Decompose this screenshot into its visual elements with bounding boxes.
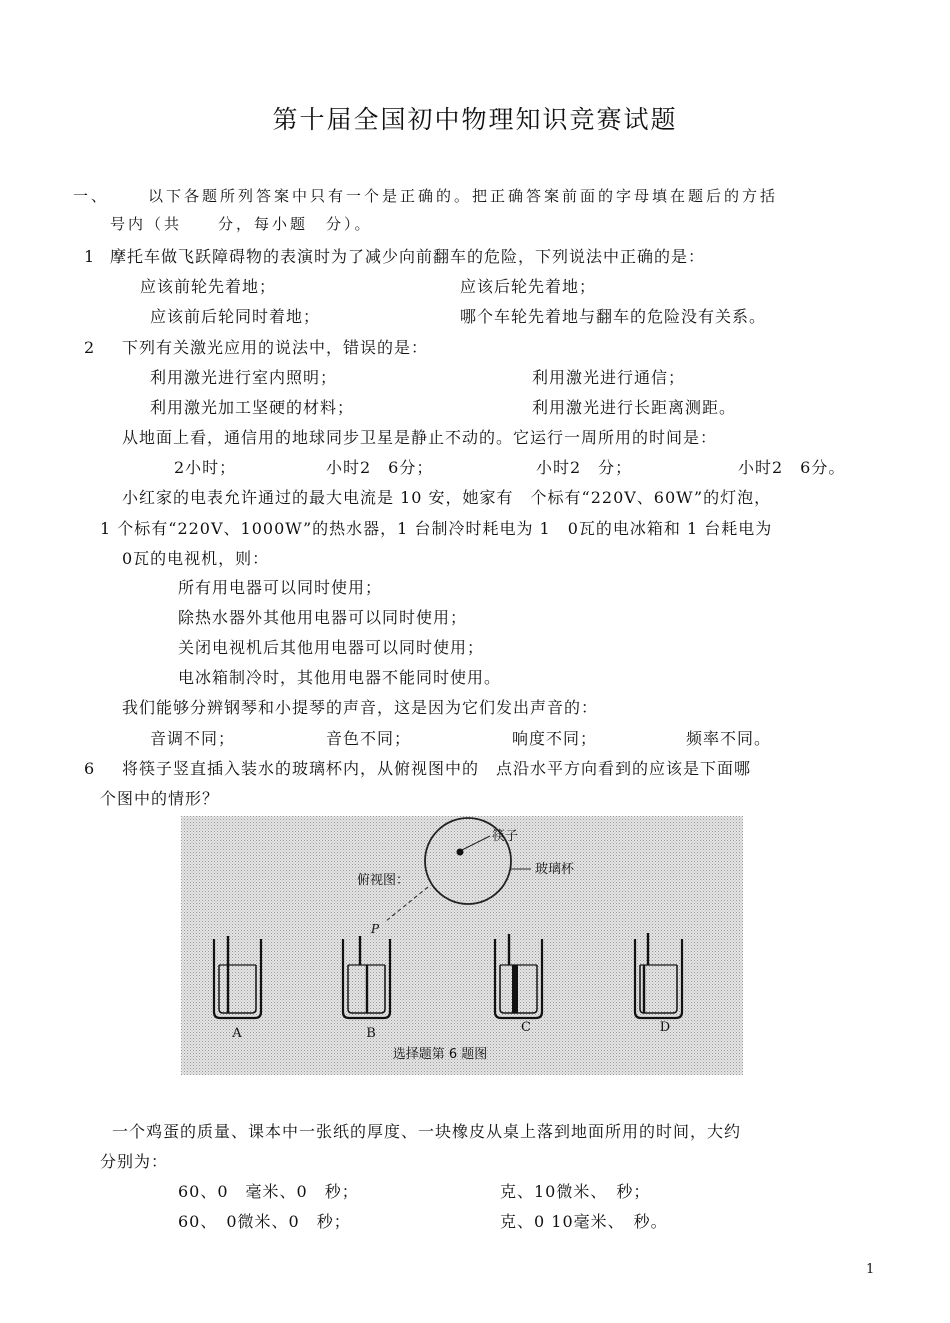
q4-option: 除热水器外其他用电器可以同时使用； [178,608,468,627]
figure-caption: 选择题第 6 题图 [392,1047,488,1062]
q7-line: 一个鸡蛋的质量、课本中一张纸的厚度、一块橡皮从桌上落到地面所用的时间，大约 [112,1122,742,1141]
q7-option: 60、 0微米、0 秒； [178,1212,351,1231]
q3-option: 小时2 6分。 [738,458,846,477]
q5-stem: 我们能够分辨钢琴和小提琴的声音，这是因为它们发出声音的： [122,698,599,717]
q4-line: 0瓦的电视机，则： [122,549,270,568]
q7-option: 60、0 毫米、0 秒； [178,1182,359,1201]
q3-option: 小时2 6分； [326,458,434,477]
q2-option: 利用激光进行室内照明； [150,368,338,387]
section-heading-line1: 以下各题所列答案中只有一个是正确的。把正确答案前面的字母填在题后的方括 [148,187,779,205]
q7-option: 克、10微米、 秒； [500,1182,651,1201]
q3-option: 小时2 分； [536,458,633,477]
option-b-label: B [366,1026,376,1041]
q2-option: 利用激光进行通信； [532,368,686,387]
q4-option: 电冰箱制冷时，其他用电器不能同时使用。 [178,668,502,687]
option-d-label: D [659,1020,671,1035]
q3-option: 2小时； [174,458,237,477]
section-heading-line2: 号内（共 分，每小题 分）。 [110,215,373,233]
page-number: 1 [866,1262,875,1277]
q1-option: 应该后轮先着地； [460,277,597,296]
q5-option: 音色不同； [326,729,412,748]
q2-number: 2 [84,338,96,357]
q6-line: 将筷子竖直插入装水的玻璃杯内，从俯视图中的 点沿水平方向看到的应该是下面哪 [122,759,752,778]
topview-label: 俯视图： [357,873,410,888]
section-number: 一、 [73,187,110,205]
q6-number: 6 [84,759,96,778]
q4-option: 所有用电器可以同时使用； [178,578,383,597]
option-a-label: A [232,1026,242,1041]
q2-option: 利用激光进行长距离测距。 [532,398,737,417]
q7-line: 分别为： [100,1152,169,1171]
q2-option: 利用激光加工坚硬的材料； [150,398,355,417]
q7-option: 克、0 10毫米、 秒。 [500,1212,668,1231]
chopstick-label: 筷子 [492,829,519,844]
q4-option: 关闭电视机后其他用电器可以同时使用； [178,638,485,657]
option-c-label: C [521,1020,531,1035]
q2-stem: 下列有关激光应用的说法中，错误的是： [122,338,429,357]
q5-option: 响度不同； [512,729,598,748]
q1-stem: 摩托车做飞跃障碍物的表演时为了减少向前翻车的危险，下列说法中正确的是： [110,247,706,266]
q5-option: 频率不同。 [686,729,772,748]
q4-line: 1 个标有“220V、1000W”的热水器，1 台制冷时耗电为 1 0瓦的电冰箱和 1 台耗电为 [100,519,773,538]
q6-figure [181,816,743,1075]
q3-stem: 从地面上看，通信用的地球同步卫星是静止不动的。它运行一周所用的时间是： [122,428,718,447]
q5-option: 音调不同； [150,729,236,748]
point-p-label: P [371,922,380,936]
q1-number: 1 [84,247,96,266]
q1-option: 应该前后轮同时着地； [150,307,321,326]
q4-line: 小红家的电表允许通过的最大电流是 10 安，她家有 个标有“220V、60W”的灯泡， [122,488,772,507]
q1-option: 应该前轮先着地； [140,277,277,296]
q1-option: 哪个车轮先着地与翻车的危险没有关系。 [460,307,767,326]
glass-label: 玻璃杯 [535,862,575,877]
page-title: 第十届全国初中物理知识竞赛试题 [272,105,678,134]
q6-line: 个图中的情形？ [100,789,220,808]
